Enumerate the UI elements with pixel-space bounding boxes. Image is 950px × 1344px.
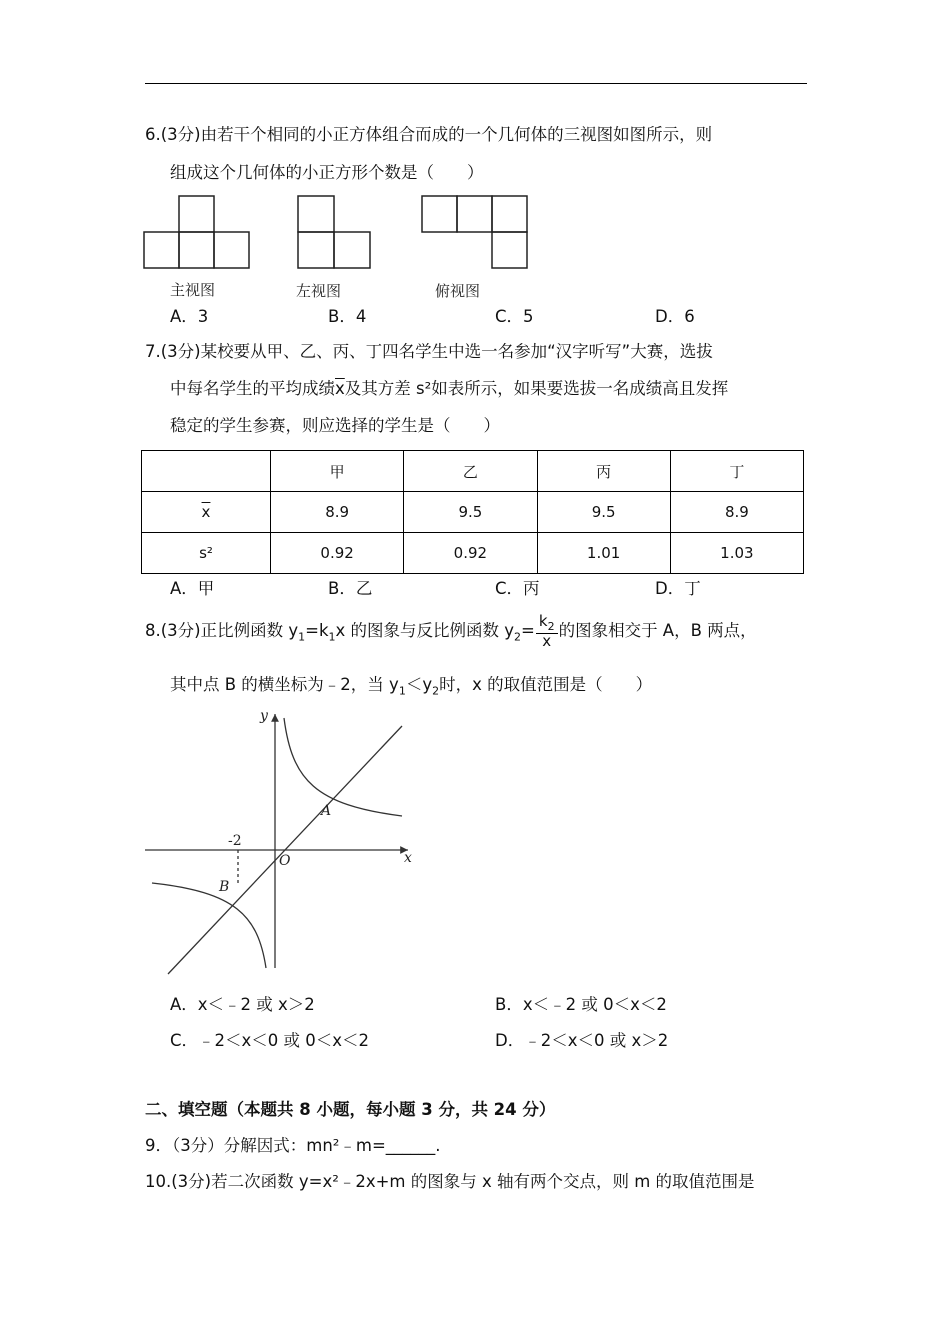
q6-option-a: A．3	[170, 307, 209, 326]
k2-over-x-fraction: $\frac{k_2}{x}$	[536, 614, 558, 649]
table-header-jia: 甲	[271, 451, 404, 492]
table-cell: 1.01	[537, 533, 670, 574]
variance-row-label: s²	[142, 533, 271, 574]
front-view-label: 主视图	[170, 281, 216, 299]
score-table	[141, 450, 804, 574]
neg2-label: -2	[228, 833, 242, 849]
table-cell: 0.92	[271, 533, 404, 574]
table-cell	[142, 451, 271, 492]
table-cell: 9.5	[537, 492, 670, 533]
left-view	[297, 194, 373, 270]
header-rule	[145, 83, 807, 84]
q6-line2: 组成这个几何体的小正方形个数是（ ）	[170, 163, 484, 182]
q7-option-d: D．丁	[655, 579, 701, 598]
table-cell: 8.9	[271, 492, 404, 533]
table-header-bing: 丙	[537, 451, 670, 492]
table-cell: 8.9	[670, 492, 803, 533]
table-cell: 9.5	[404, 492, 537, 533]
table-header-ding: 丁	[670, 451, 803, 492]
top-view-label: 俯视图	[435, 282, 481, 300]
left-view-label: 左视图	[296, 282, 342, 300]
q6-option-c: C．5	[495, 307, 534, 326]
point-b-label: B	[219, 879, 230, 895]
q7-line1: 7.(3分)某校要从甲、乙、丙、丁四名学生中选一名参加“汉字听写”大赛，选拔	[145, 342, 713, 361]
q8-option-d: D．﹣2＜x＜0 或 x＞2	[495, 1031, 669, 1050]
front-view	[143, 194, 251, 270]
section-heading: 二、填空题（本题共 8 小题，每小题 3 分，共 24 分）	[145, 1100, 556, 1119]
table-cell: 1.03	[670, 533, 803, 574]
q8-line1: 8.(3分)正比例函数 $y_1=k_1x$ 的图象与反比例函数 $y_2=$ $\frac{k_2}{x}$ 的图象相交于 A，B 两点，	[145, 612, 757, 650]
function-graph	[140, 700, 430, 975]
q10-text: 10.(3分)若二次函数 y=x²﹣2x+m 的图象与 x 轴有两个交点，则 m 的取值范围是	[145, 1172, 755, 1191]
q6-option-d: D．6	[655, 307, 695, 326]
x-axis-label: x	[404, 850, 412, 866]
point-a-label: A	[321, 803, 332, 819]
table-row	[142, 533, 804, 574]
hyperbola-branch-q3	[152, 883, 266, 968]
q8-option-b: B．x＜﹣2 或 0＜x＜2	[495, 995, 667, 1014]
q7-option-c: C．丙	[495, 579, 540, 598]
q9-text: 9．（3分）分解因式：mn²﹣m=______.	[145, 1136, 441, 1155]
table-row	[142, 492, 804, 533]
q8-line2: 其中点 B 的横坐标为﹣2，当 $y_1<y_2$时，x 的取值范围是（ ）	[170, 675, 653, 698]
table-header-yi: 乙	[404, 451, 537, 492]
mean-row-label: $\overline{x}$	[142, 492, 271, 533]
q8-option-a: A．x＜﹣2 或 x＞2	[170, 995, 315, 1014]
q7-option-b: B．乙	[328, 579, 373, 598]
mean-symbol: $\overline{x}$	[335, 379, 345, 398]
origin-label: O	[279, 853, 291, 869]
top-view	[421, 194, 529, 270]
table-row	[142, 451, 804, 492]
table-cell: 0.92	[404, 533, 537, 574]
q7-line2: 中每名学生的平均成绩$\overline{x}$及其方差 s²如表所示，如果要选拔一名成绩高且发挥	[170, 379, 729, 398]
q7-line3: 稳定的学生参赛，则应选择的学生是（ ）	[170, 416, 500, 435]
y-axis-label: y	[260, 708, 268, 724]
q6-line1: 6.(3分)由若干个相同的小正方体组合而成的一个几何体的三视图如图所示，则	[145, 125, 713, 144]
q7-option-a: A．甲	[170, 579, 215, 598]
q6-option-b: B．4	[328, 307, 367, 326]
q8-option-c: C．﹣2＜x＜0 或 0＜x＜2	[170, 1031, 370, 1050]
hyperbola-branch-q1	[284, 718, 402, 816]
